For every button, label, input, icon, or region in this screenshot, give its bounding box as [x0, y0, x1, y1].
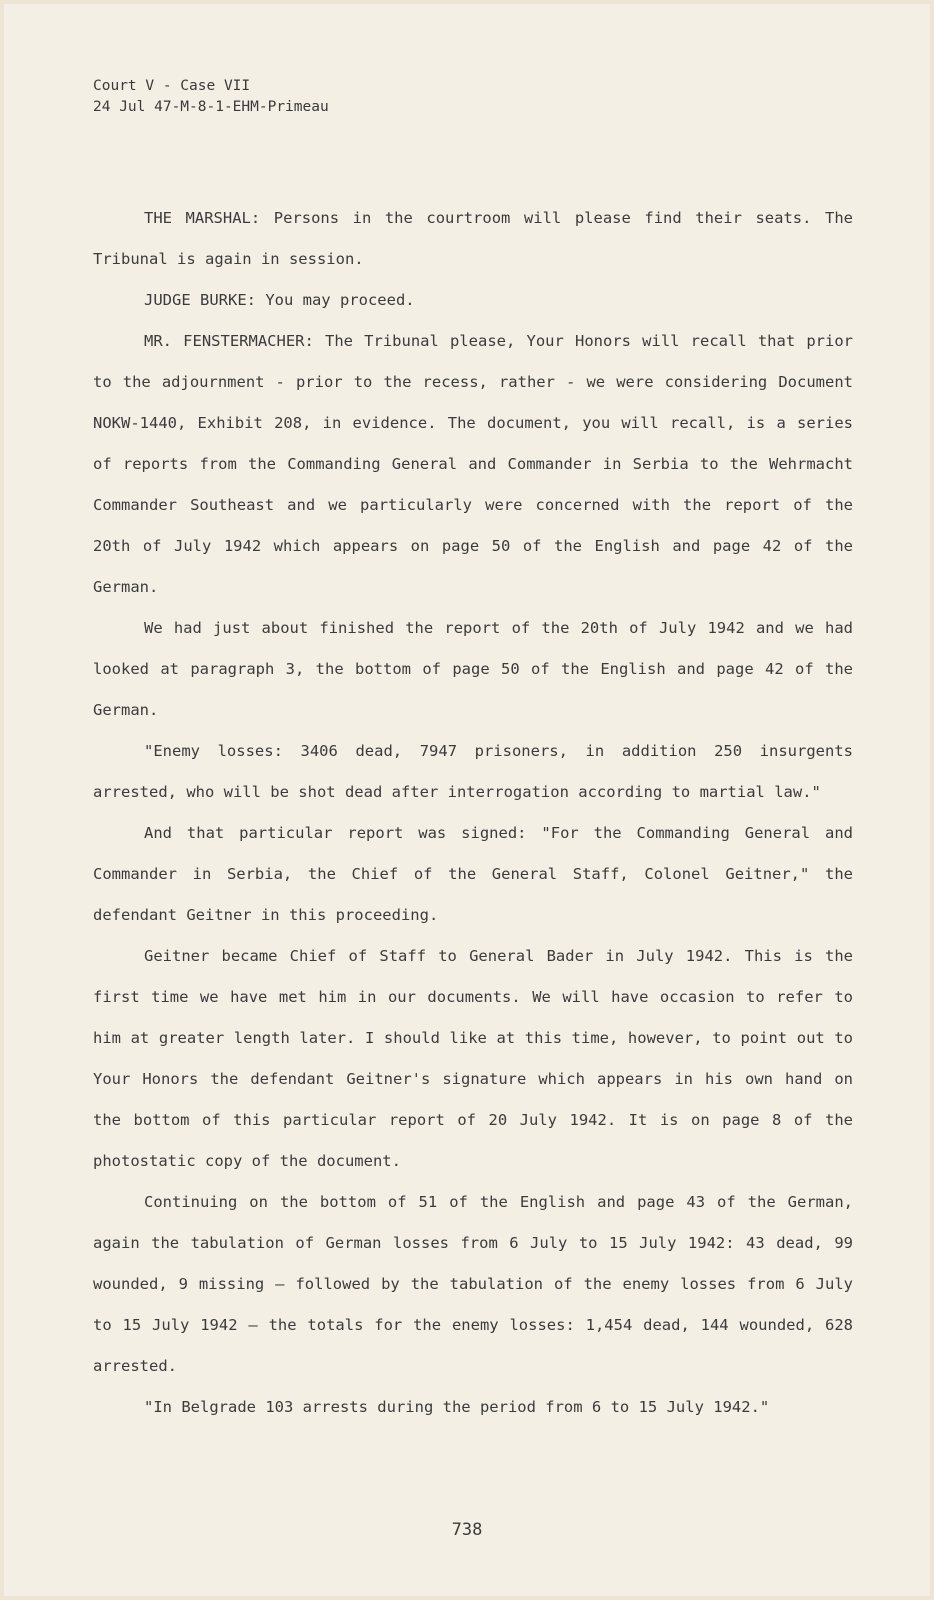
- paragraph-continuing: Continuing on the bottom of 51 of the English and page 43 of the German, again the tabulation of German losses from 6 July to 15 July 1942: 43 dead, 99 wounded, 9 missing — followed by the tabulation of the enemy losses from 6 July to 15 July 1942 — the totals for the enemy losses: 1,454 dead, 144 wounded, 628 arrested.: [93, 1193, 853, 1375]
- transcript-body: [93, 198, 853, 1428]
- paragraph-marshal: THE MARSHAL: Persons in the courtroom will please find their seats. The Tribunal is again in session.: [93, 209, 853, 268]
- paragraph-report-signed: And that particular report was signed: "For the Commanding General and Commander in Serbia, the Chief of the General Staff, Colonel Geitner," the defendant Geitner in this proceeding.: [93, 824, 853, 924]
- header-case-line: Court V - Case VII: [93, 78, 251, 94]
- page-number: 738: [451, 1520, 483, 1540]
- document-header: [93, 76, 329, 118]
- paragraph-belgrade-quote: "In Belgrade 103 arrests during the period from 6 to 15 July 1942.": [144, 1398, 770, 1416]
- paragraph-report-finished: We had just about finished the report of the 20th of July 1942 and we had looked at paragraph 3, the bottom of page 50 of the English and page 42 of the German.: [93, 619, 853, 719]
- paragraph-geitner: Geitner became Chief of Staff to General Bader in July 1942. This is the first time we have met him in our documents. We will have occasion to refer to him at greater length later. I should like at this time, however, to point out to Your Honors the defendant Geitner's signature which appears in his own hand on the bottom of this particular report of 20 July 1942. It is on page 8 of the photostatic copy of the document.: [93, 947, 853, 1170]
- paragraph-enemy-losses-quote: "Enemy losses: 3406 dead, 7947 prisoners, in addition 250 insurgents arrested, who will be shot dead after interrogation according to martial law.": [93, 742, 853, 801]
- header-reference-line: 24 Jul 47-M-8-1-EHM-Primeau: [93, 99, 329, 115]
- paragraph-judge-burke: JUDGE BURKE: You may proceed.: [144, 291, 415, 309]
- paragraph-fenstermacher: MR. FENSTERMACHER: The Tribunal please, Your Honors will recall that prior to the adjournment - prior to the recess, rather - we were considering Document NOKW-1440, Exhibit 208, in evidence. The document, you will recall, is a series of reports from the Commanding General and Commander in Serbia to the Wehrmacht Commander Southeast and we particularly were concerned with the report of the 20th of July 1942 which appears on page 50 of the English and page 42 of the German.: [93, 332, 853, 596]
